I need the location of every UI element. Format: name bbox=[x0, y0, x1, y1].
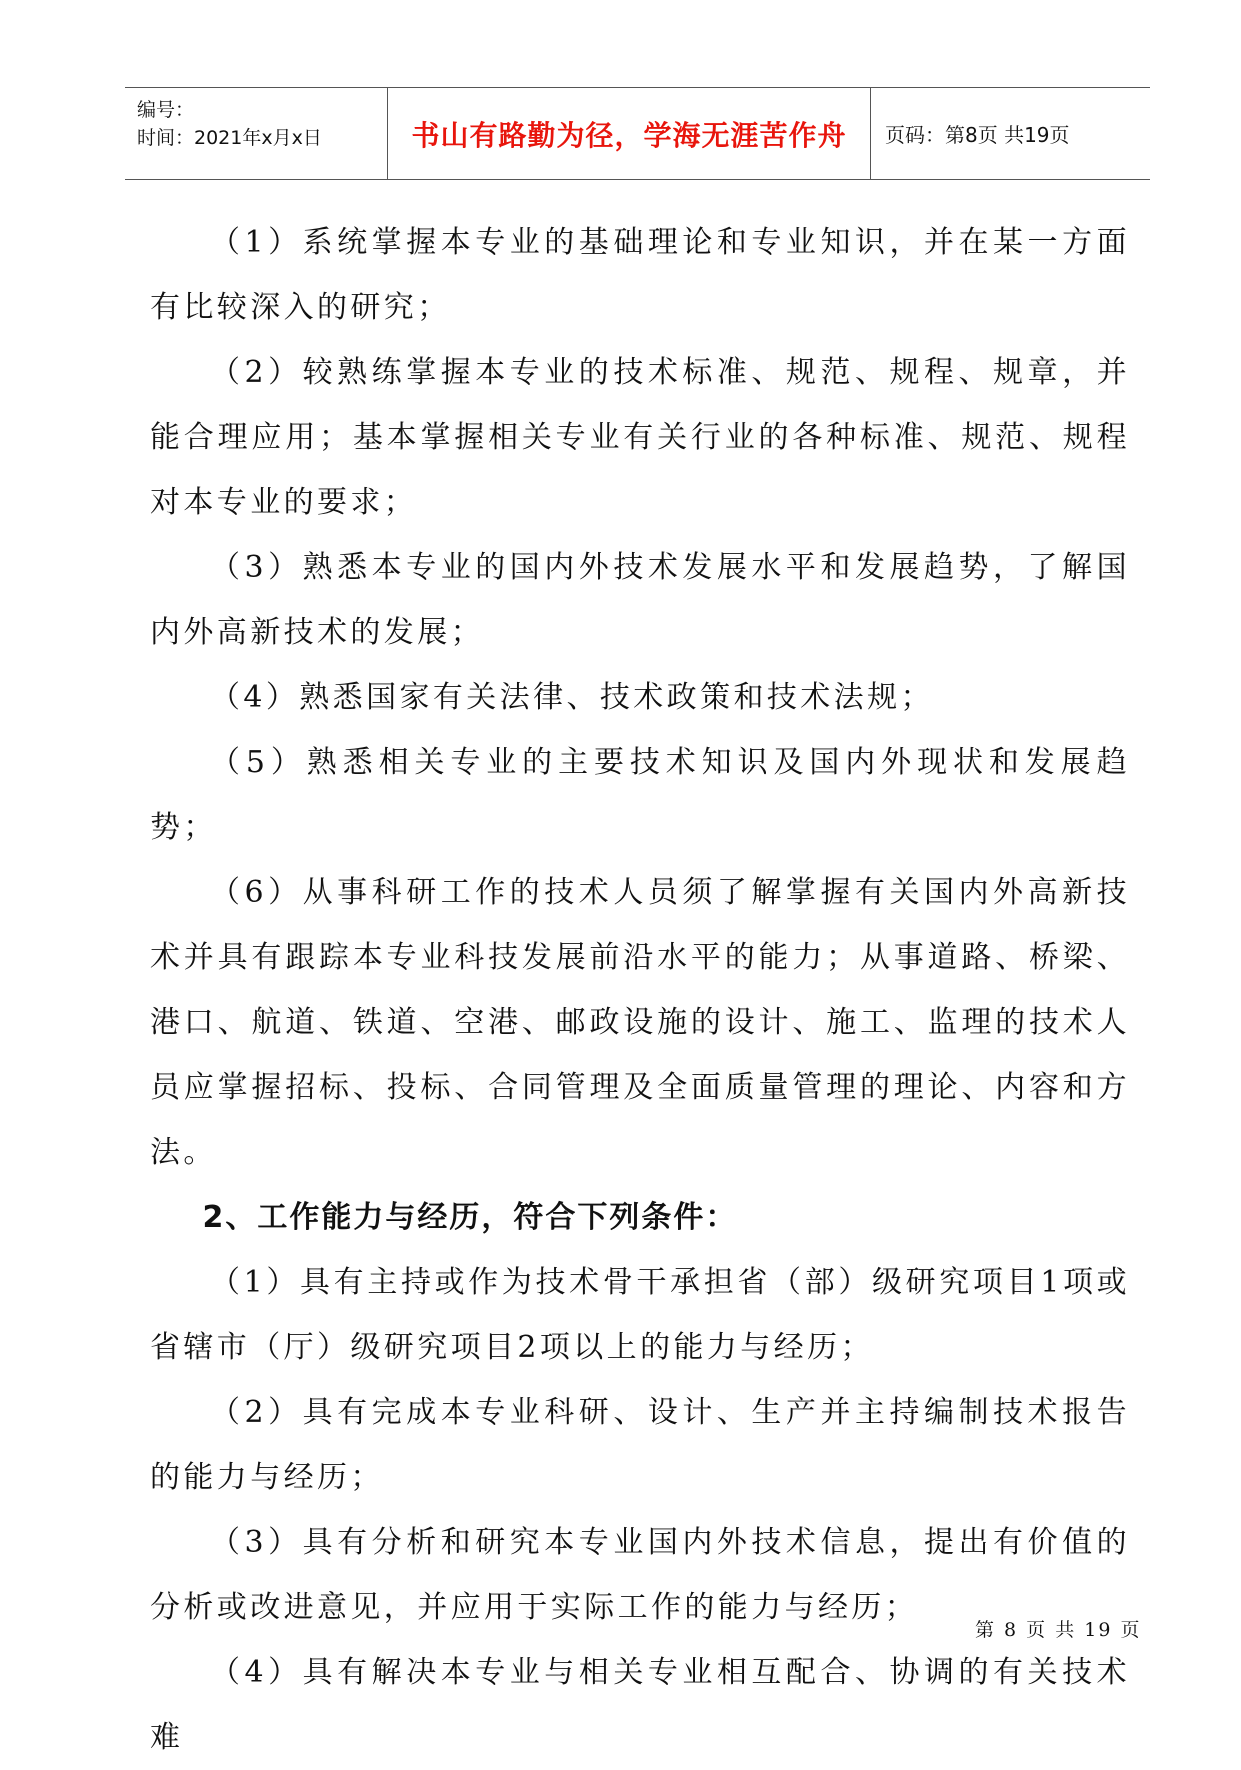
header-page-info: 页码：第8页 共19页 bbox=[885, 123, 1070, 147]
page-header bbox=[125, 87, 1150, 180]
time-label: 时间：2021年x月x日 bbox=[137, 127, 322, 149]
paragraph-2: （2）较熟练掌握本专业的技术标准、规范、规程、规章，并能合理应用；基本掌握相关专业有关行业的各种标准、规范、规程对本专业的要求； bbox=[150, 355, 1130, 520]
paragraph-4: （4）熟悉国家有关法律、技术政策和技术法规； bbox=[210, 680, 934, 715]
document-body bbox=[150, 210, 1130, 1770]
paragraph-1: （1）系统掌握本专业的基础理论和专业知识，并在某一方面有比较深入的研究； bbox=[150, 225, 1130, 325]
paragraph-10: （4）具有解决本专业与相关专业相互配合、协调的有关技术难 bbox=[150, 1655, 1130, 1755]
header-motto: 书山有路勤为径，学海无涯苦作舟 bbox=[387, 88, 871, 179]
serial-number-label: 编号： bbox=[137, 99, 195, 121]
header-meta bbox=[125, 88, 387, 179]
paragraph-5: （5）熟悉相关专业的主要技术知识及国内外现状和发展趋势； bbox=[150, 745, 1130, 845]
paragraph-6: （6）从事科研工作的技术人员须了解掌握有关国内外高新技术并具有跟踪本专业科技发展前沿水平的能力；从事道路、桥梁、港口、航道、铁道、空港、邮政设施的设计、施工、监理的技术人员应掌握招标、投标、合同管理及全面质量管理的理论、内容和方法。 bbox=[150, 875, 1130, 1170]
page-footer: 第 8 页 共 19 页 bbox=[975, 1619, 1142, 1641]
section-heading: 2、工作能力与经历，符合下列条件： bbox=[202, 1200, 738, 1235]
paragraph-8: （2）具有完成本专业科研、设计、生产并主持编制技术报告的能力与经历； bbox=[150, 1395, 1130, 1495]
paragraph-3: （3）熟悉本专业的国内外技术发展水平和发展趋势，了解国内外高新技术的发展； bbox=[150, 550, 1130, 650]
paragraph-9: （3）具有分析和研究本专业国内外技术信息，提出有价值的分析或改进意见，并应用于实际工作的能力与经历； bbox=[150, 1525, 1130, 1625]
paragraph-7: （1）具有主持或作为技术骨干承担省（部）级研究项目1项或省辖市（厅）级研究项目2项以上的能力与经历； bbox=[150, 1265, 1130, 1365]
